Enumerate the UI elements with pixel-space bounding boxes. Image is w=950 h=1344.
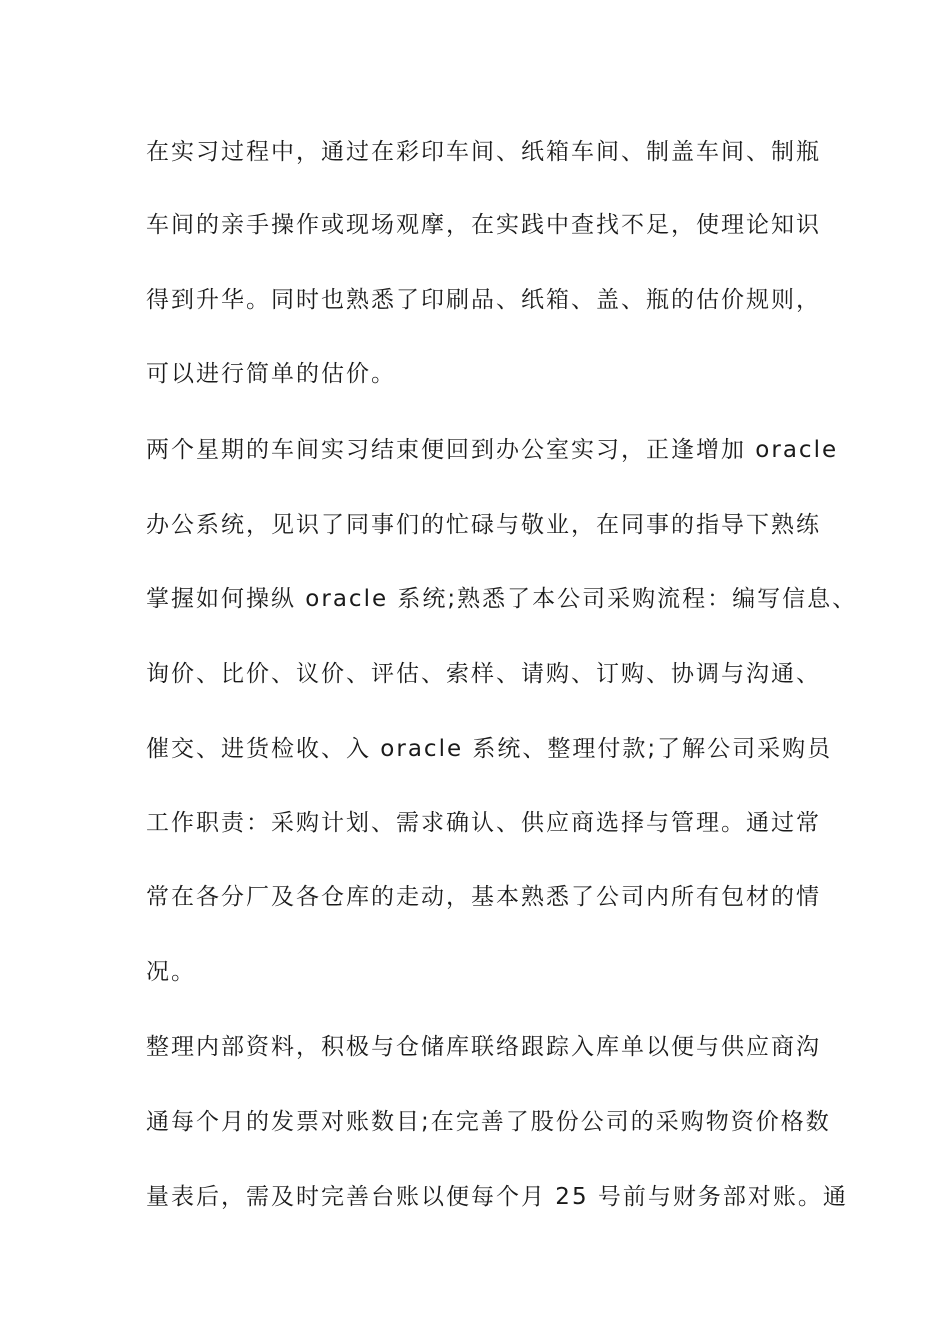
text-line: 掌握如何操纵 oracle 系统;熟悉了本公司采购流程：编写信息、 — [146, 586, 858, 612]
text-line: 两个星期的车间实习结束便回到办公室实习，正逢增加 oracle — [146, 437, 839, 463]
text-line: 得到升华。同时也熟悉了印刷品、纸箱、盖、瓶的估价规则， — [146, 287, 821, 313]
text-line: 询价、比价、议价、评估、索样、请购、订购、协调与沟通、 — [146, 661, 821, 687]
text-line: 催交、进货检收、入 oracle 系统、整理付款;了解公司采购员 — [146, 736, 833, 762]
text-line: 车间的亲手操作或现场观摩，在实践中查找不足，使理论知识 — [146, 212, 821, 238]
text-line: 可以进行简单的估价。 — [146, 361, 396, 387]
text-line: 况。 — [146, 959, 196, 985]
text-line: 整理内部资料，积极与仓储库联络跟踪入库单以便与供应商沟 — [146, 1034, 821, 1060]
text-line: 办公系统，见识了同事们的忙碌与敬业，在同事的指导下熟练 — [146, 512, 821, 538]
text-line: 在实习过程中，通过在彩印车间、纸箱车间、制盖车间、制瓶 — [146, 139, 821, 165]
text-line: 常在各分厂及各仓库的走动，基本熟悉了公司内所有包材的情 — [146, 884, 821, 910]
text-line: 通每个月的发票对账数目;在完善了股份公司的采购物资价格数 — [146, 1109, 831, 1135]
text-line: 量表后，需及时完善台账以便每个月 25 号前与财务部对账。通 — [146, 1184, 848, 1210]
text-line: 工作职责：采购计划、需求确认、供应商选择与管理。通过常 — [146, 810, 821, 836]
